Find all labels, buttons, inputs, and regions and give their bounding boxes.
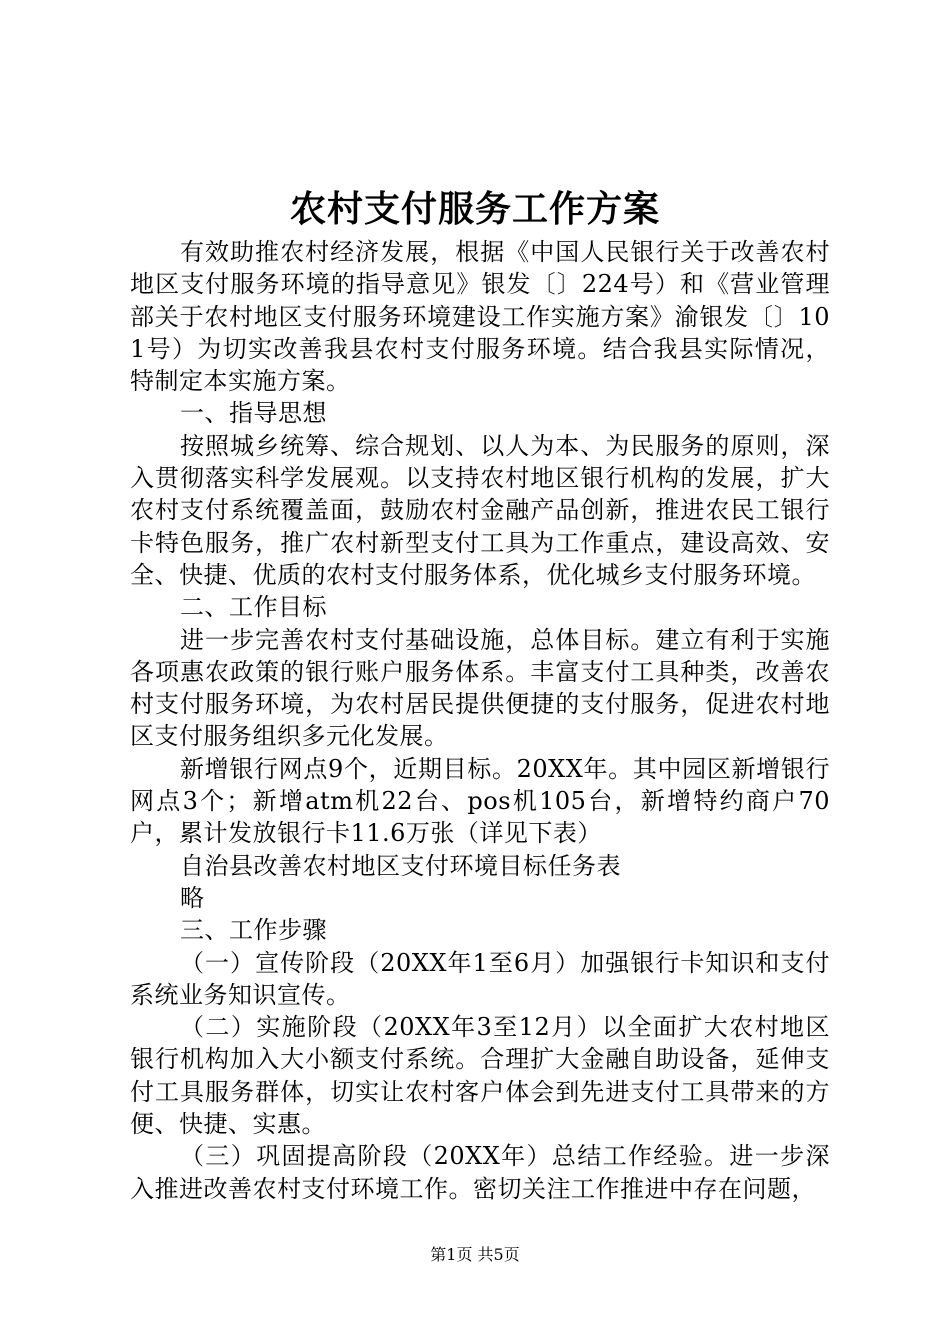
step-two-paragraph: （二）实施阶段（20XX年3至12月）以全面扩大农村地区银行机构加入大小额支付系统。合理扩大金融自助设备，延伸支付工具服务群体，切实让农村客户体会到先进支付工具带来的方便、快捷、实惠。 [130,1013,830,1139]
step-one-paragraph: （一）宣传阶段（20XX年1至6月）加强银行卡知识和支付系统业务知识宣传。 [130,948,830,1009]
intro-paragraph: 有效助推农村经济发展，根据《中国人民银行关于改善农村地区支付服务环境的指导意见》银发〔〕224号）和《营业管理部关于农村地区支付服务环境建设工作实施方案》渝银发〔〕101号）为切实改善我县农村支付服务环境。结合我县实际情况，特制定本实施方案。 [130,238,830,396]
table-omitted-note: 略 [180,883,205,912]
target-table-caption: 自治县改善农村地区支付环境目标任务表 [180,851,621,880]
work-goals-paragraph: 进一步完善农村支付基础设施，总体目标。建立有利于实施各项惠农政策的银行账户服务体系。丰富支付工具种类，改善农村支付服务环境，为农村居民提供便捷的支付服务，促进农村地区支付服务组织多元化发展。 [130,625,830,751]
near-term-goals-paragraph: 新增银行网点9个，近期目标。20XX年。其中园区新增银行网点3个；新增atm机22台、pos机105台，新增特约商户70户，累计发放银行卡11.6万张（详见下表） [130,754,830,848]
section-heading-work-goals: 二、工作目标 [180,593,327,622]
step-three-paragraph: （三）巩固提高阶段（20XX年）总结工作经验。进一步深入推进改善农村支付环境工作。密切关注工作推进中存在问题， [130,1142,830,1203]
guiding-thought-paragraph: 按照城乡统筹、综合规划、以人为本、为民服务的原则，深入贯彻落实科学发展观。以支持农村地区银行机构的发展，扩大农村支付系统覆盖面，鼓励农村金融产品创新，推进农民工银行卡特色服务，推广农村新型支付工具为工作重点，建设高效、安全、快捷、优质的农村支付服务体系，优化城乡支付服务环境。 [130,431,830,589]
section-heading-guiding-thought: 一、指导思想 [180,399,327,428]
document-body [130,236,830,1205]
document-title: 农村支付服务工作方案 [289,188,660,230]
page-footer: 第1页 共5页 [430,1245,520,1264]
section-heading-work-steps: 三、工作步骤 [180,916,327,945]
